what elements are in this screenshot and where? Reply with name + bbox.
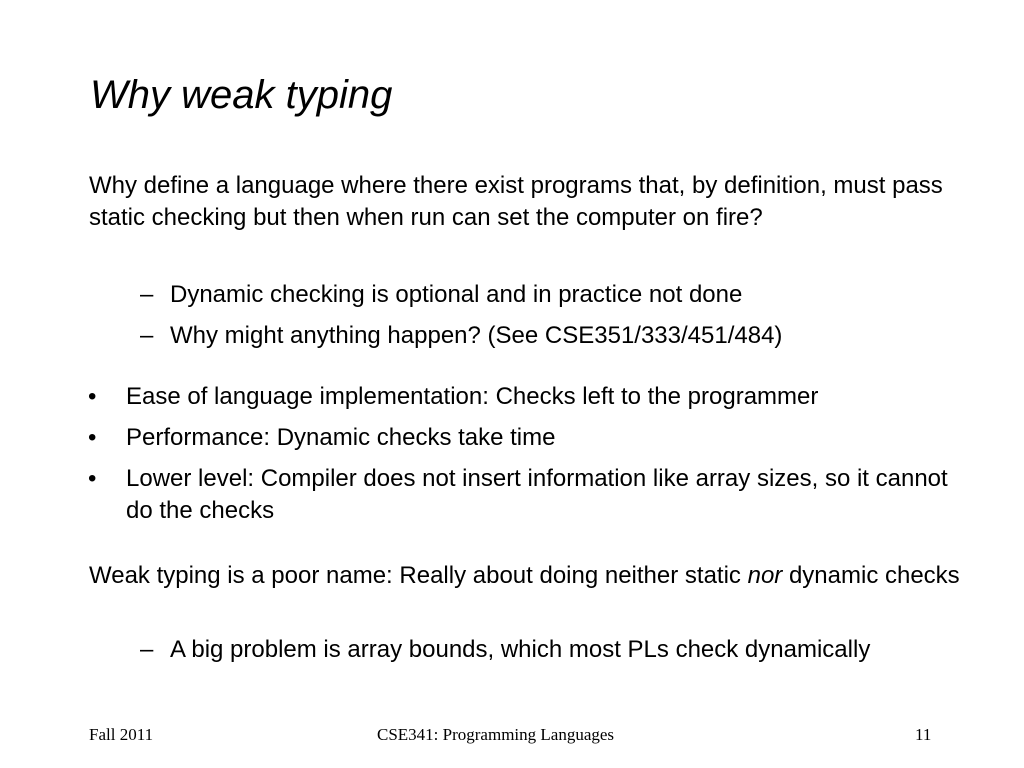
closing-text-after: dynamic checks <box>782 562 960 589</box>
dash-marker: – <box>140 322 154 349</box>
bullet-text: Ease of language implementation: Checks left to the programmer <box>126 383 819 410</box>
intro-subpoint <box>140 279 960 311</box>
footer-term: Fall 2011 <box>89 725 154 744</box>
footer-course: CSE341: Programming Languages <box>377 725 615 744</box>
footer-page-number: 11 <box>915 725 932 744</box>
bullet-text: Lower level: Compiler does not insert information like array sizes, so it cannot do the checks <box>126 465 948 524</box>
bullet-item <box>88 463 966 527</box>
closing-subpoint <box>140 634 960 666</box>
dash-marker: – <box>140 636 154 663</box>
bullet-item <box>88 381 966 413</box>
bullet-marker: • <box>88 424 97 451</box>
intro-subpoint <box>140 320 960 352</box>
bullet-text: Performance: Dynamic checks take time <box>126 424 556 451</box>
closing-emphasis: nor <box>747 562 783 589</box>
bullet-item <box>88 422 966 454</box>
bullet-marker: • <box>88 383 97 410</box>
slide-title: Why weak typing <box>90 73 393 117</box>
dash-marker: – <box>140 281 154 308</box>
bullet-marker: • <box>88 465 97 492</box>
subpoint-text: Dynamic checking is optional and in practice not done <box>170 281 743 308</box>
closing-text-before: Weak typing is a poor name: Really about doing neither static <box>89 562 748 589</box>
subpoint-text: A big problem is array bounds, which most PLs check dynamically <box>170 636 871 663</box>
subpoint-text: Why might anything happen? (See CSE351/333/451/484) <box>170 322 783 349</box>
intro-paragraph: Why define a language where there exist programs that, by definition, must pass static checking but then when run can set the computer on fire? <box>89 172 943 231</box>
closing-paragraph <box>89 560 969 592</box>
